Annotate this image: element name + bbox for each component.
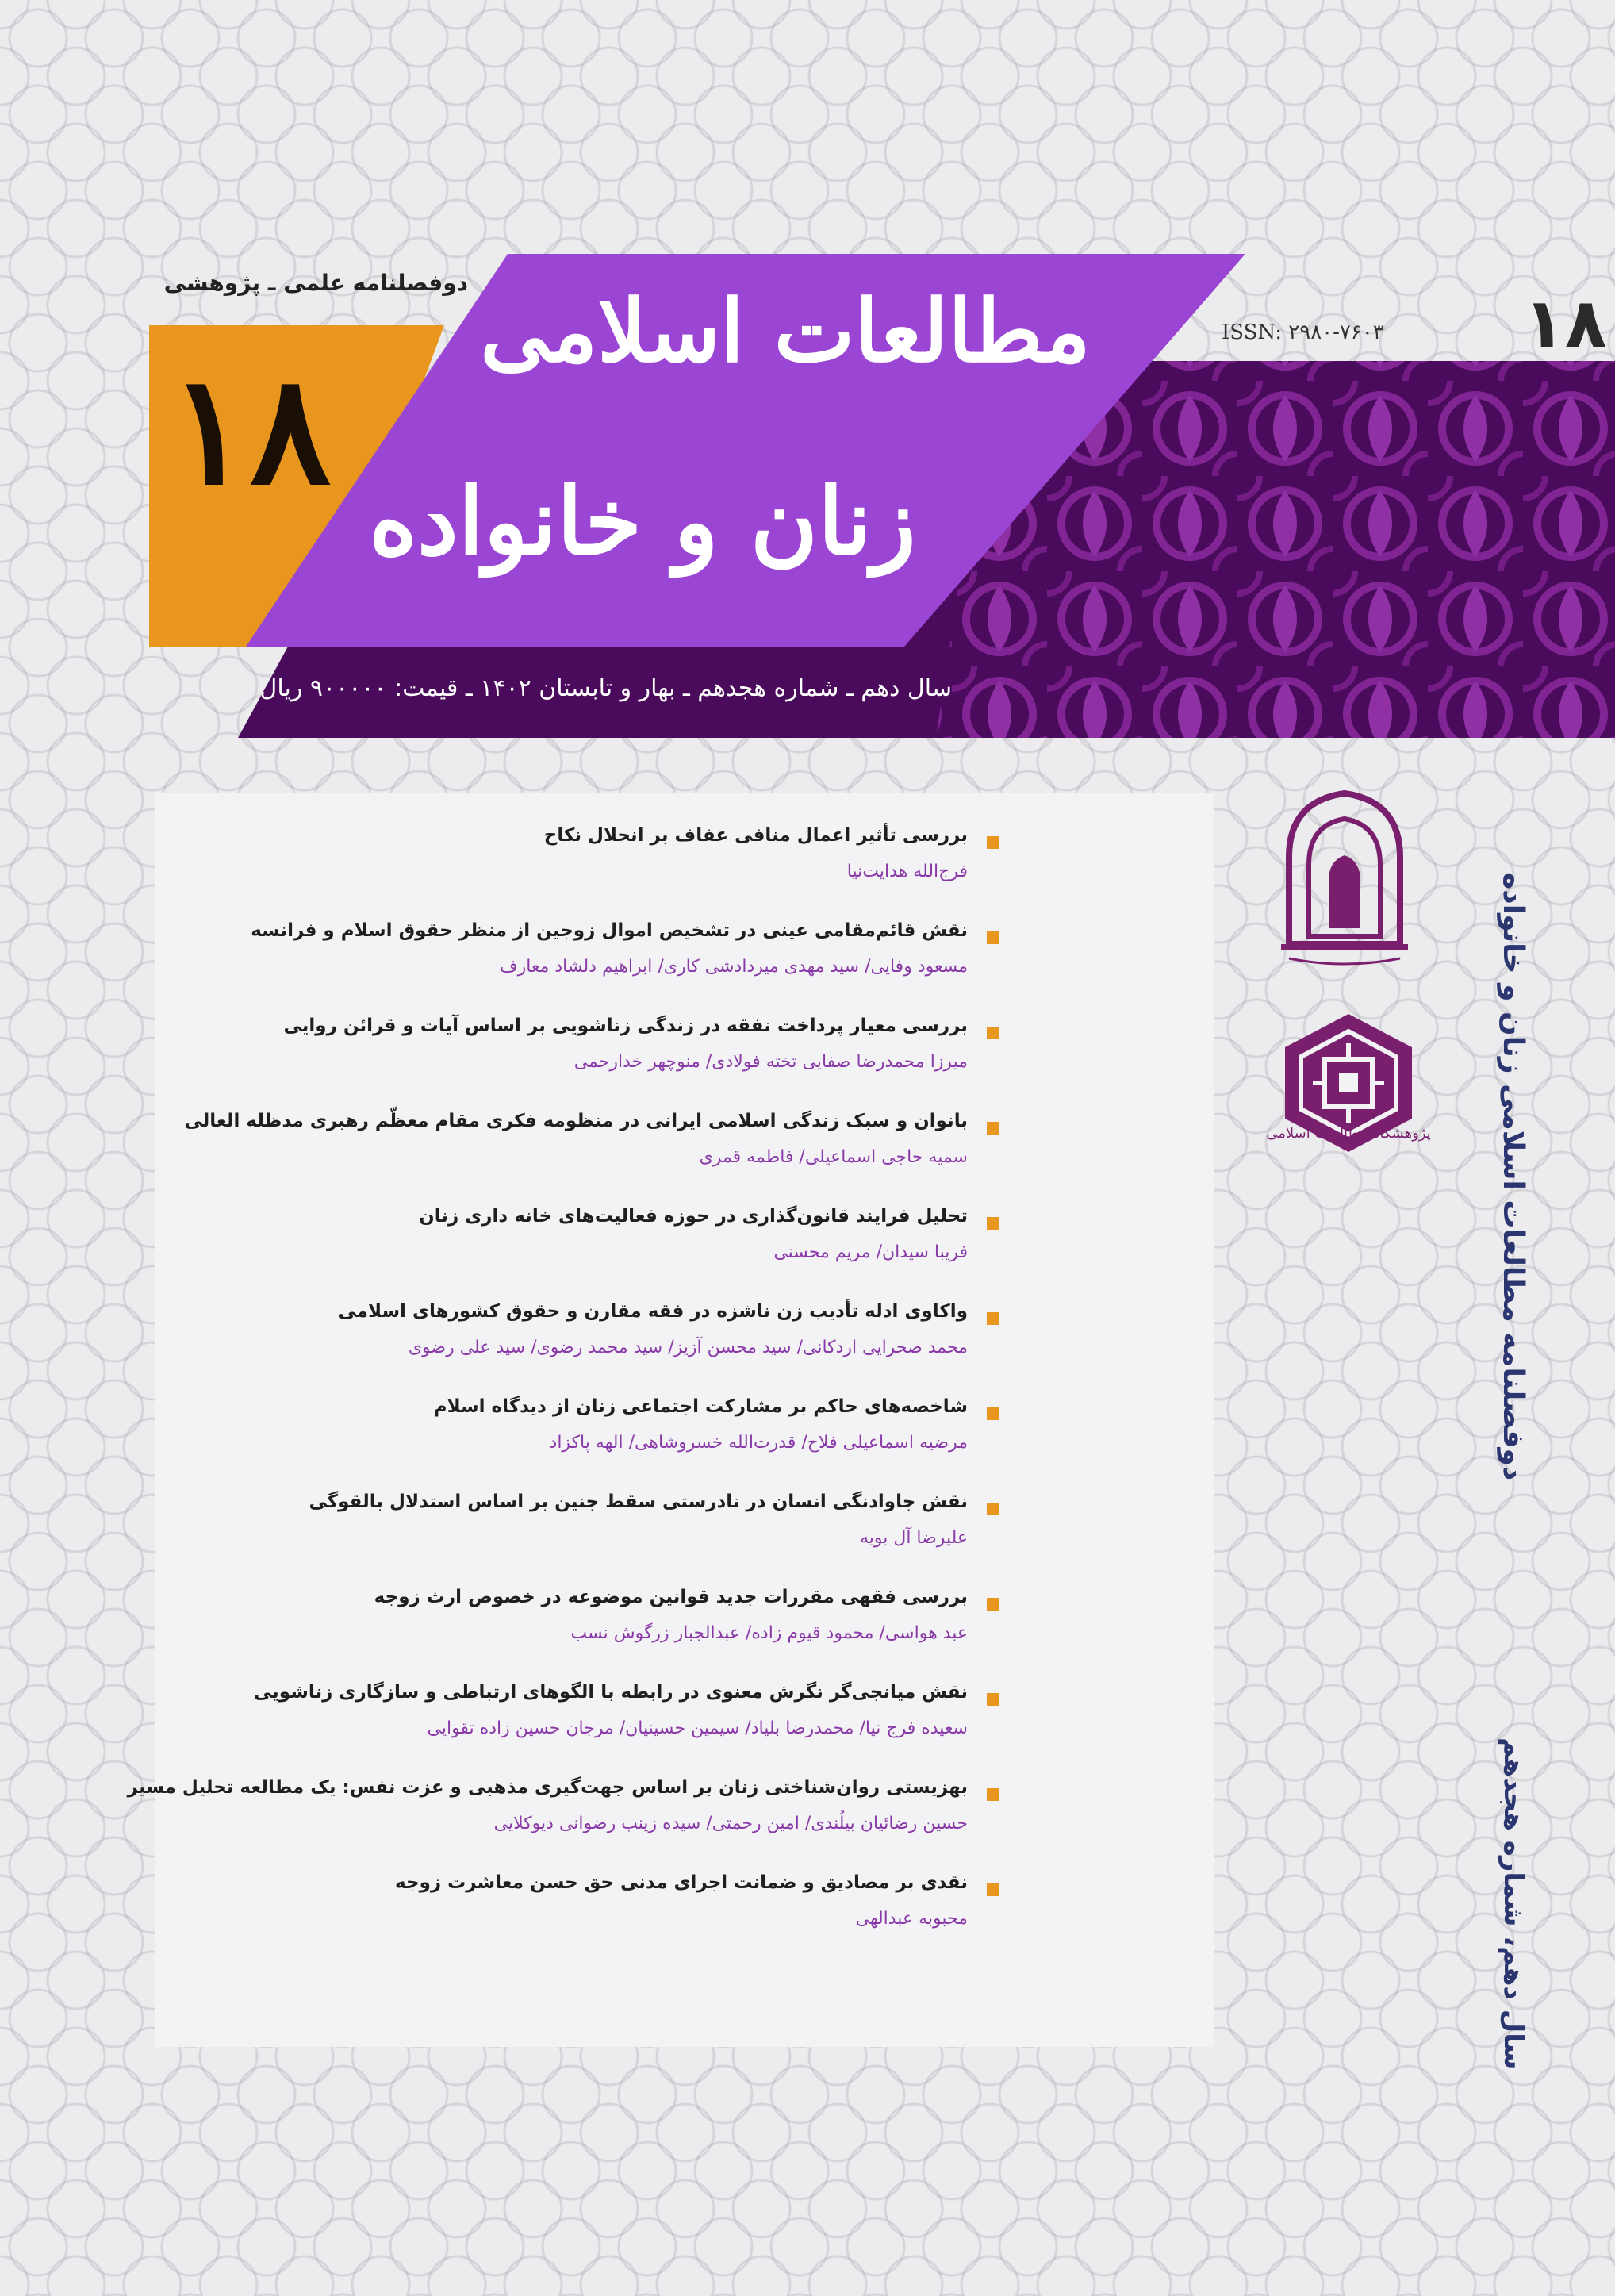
list-item [206, 1587, 999, 1674]
list-item [127, 1777, 999, 1864]
list-item [206, 920, 999, 1008]
article-authors: محبوبه عبدالهی [855, 1909, 968, 1929]
title-line-2: زنان و خانواده [369, 468, 916, 576]
list-item [206, 1492, 999, 1579]
article-authors: سعیده فرج نیا/ محمدرضا بلیاد/ سیمین حسینیان/ مرجان حسین زاده تقوایی [427, 1718, 968, 1738]
bullet-square-icon [987, 836, 999, 849]
spine-issue [1498, 1737, 1529, 2070]
bullet-square-icon [987, 1312, 999, 1325]
bullet-square-icon [987, 1027, 999, 1039]
bullet-square-icon [987, 1122, 999, 1135]
article-title: بررسی فقهی مقررات جدید قوانین موضوعه در خصوص ارث زوجه [374, 1587, 968, 1607]
list-item [206, 1206, 999, 1293]
article-authors: میرزا محمدرضا صفایی تخته فولادی/ منوچهر خدارحمی [573, 1052, 968, 1072]
bullet-square-icon [987, 1217, 999, 1230]
article-title: تحلیل فرایند قانون‌گذاری در حوزه فعالیت‌های خانه داری زنان [419, 1206, 968, 1227]
list-item [184, 1111, 999, 1198]
list-item [206, 1301, 999, 1388]
bullet-square-icon [987, 1407, 999, 1420]
article-authors: مسعود وفایی/ سید مهدی میردادشی کاری/ ابراهیم دلشاد معارف [499, 957, 968, 977]
list-item [206, 1682, 999, 1769]
article-title: شاخصه‌های حاکم بر مشارکت اجتماعی زنان از دیدگاه اسلام [433, 1396, 968, 1417]
article-authors: مرضیه اسماعیلی فلاح/ قدرت‌الله خسروشاهی/ الهه پاکزاد [549, 1433, 968, 1453]
article-title: نقش قائم‌مقامی عینی در تشخیص اموال زوجین از منظر حقوق اسلام و فرانسه [251, 920, 968, 941]
issn-number: ISSN: ۲۹۸۰-۷۶۰۳ [1222, 321, 1384, 344]
article-title: بررسی تأثیر اعمال منافی عفاف بر انحلال نکاح [543, 825, 968, 846]
logo2-caption: پژوهشگاه مطالعات اسلامی [1266, 1125, 1431, 1142]
bullet-square-icon [987, 1693, 999, 1706]
article-title: بهزیستی روان‌شناختی زنان بر اساس جهت‌گیری مذهبی و عزت نفس: یک مطالعه تحلیل مسیر [127, 1777, 968, 1798]
article-authors: حسین رضائیان بیلُندی/ امین رحمتی/ سیده زینب رضوانی دیوکلایی [493, 1814, 968, 1833]
spine-title [1498, 873, 1529, 1507]
spine-title-text: دوفصلنامه مطالعات اسلامی زنان و خانواده [1497, 873, 1529, 1481]
list-item [206, 825, 999, 912]
issue-info: سال دهم ـ شماره هجدهم ـ بهار و تابستان ۱۴۰۲ ـ قیمت: ۹۰۰۰۰۰ ریال [259, 674, 952, 702]
bullet-square-icon [987, 1503, 999, 1515]
bullet-square-icon [987, 931, 999, 944]
bullet-square-icon [987, 1883, 999, 1896]
article-title: نقش جاوادنگی انسان در نادرستی سقط جنین بر اساس استدلال بالقوگی [309, 1492, 968, 1512]
article-authors: عبد هواسی/ محمود قیوم زاده/ عبدالجبار زرگوش نسب [570, 1623, 968, 1643]
al-zahra-university-logo-icon [1265, 785, 1424, 968]
islamic-studies-institute-logo-icon [1269, 1008, 1428, 1166]
spine-issue-text: سال دهم، شماره هجدهم [1498, 1737, 1529, 2070]
list-item [206, 1872, 999, 1960]
article-title: بانوان و سبک زندگی اسلامی ایرانی در منظومه فکری مقام معظّم رهبری مدظله العالی [184, 1111, 968, 1131]
article-authors: علیرضا آل بویه [859, 1528, 968, 1548]
list-item [206, 1396, 999, 1484]
bullet-square-icon [987, 1598, 999, 1611]
article-authors: محمد صحرایی اردکانی/ سید محسن آزیز/ سید محمد رضوی/ سید علی رضوی [408, 1338, 968, 1357]
article-authors: فریبا سیدان/ مریم محسنی [773, 1242, 968, 1262]
article-title: واکاوی ادله تأدیب زن ناشزه در فقه مقارن و حقوق کشورهای اسلامی [338, 1301, 968, 1322]
article-authors: سمیه حاجی اسماعیلی/ فاطمه قمری [699, 1147, 968, 1167]
list-item [206, 1016, 999, 1103]
bullet-square-icon [987, 1788, 999, 1801]
orange-issue-number: ۱۸ [168, 341, 332, 518]
article-title: نقدی بر مصادیق و ضمانت اجرای مدنی حق حسن معاشرت زوجه [395, 1872, 968, 1893]
top-issue-number: ۱۸ [1523, 284, 1607, 363]
title-line-1: مطالعات اسلامی [480, 282, 1091, 382]
article-title: بررسی معیار پرداخت نفقه در زندگی زناشویی بر اساس آیات و قرائن روایی [283, 1016, 968, 1036]
article-title: نقش میانجی‌گر نگرش معنوی در رابطه با الگوهای ارتباطی و سازگاری زناشویی [253, 1682, 968, 1703]
journal-type: دوفصلنامه علمی ـ پژوهشی [163, 270, 468, 296]
article-authors: فرج‌الله هدایت‌نیا [846, 862, 968, 881]
